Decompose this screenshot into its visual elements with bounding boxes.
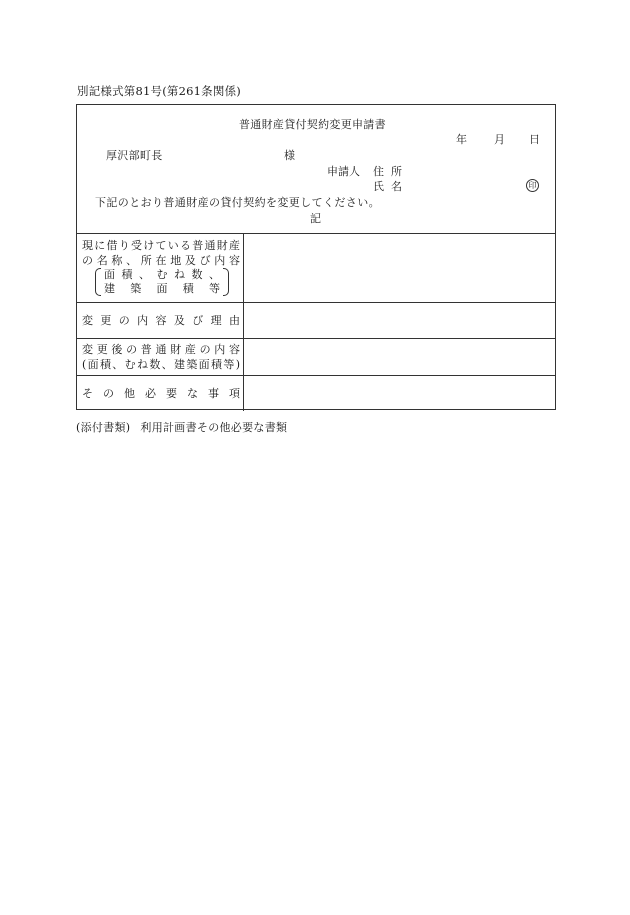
label-line: 変更の内容及び理由 <box>82 313 240 327</box>
after-change-value[interactable] <box>243 338 555 375</box>
date-day: 日 <box>529 133 540 146</box>
name-label: 氏名 <box>373 180 409 193</box>
address-label: 住所 <box>373 165 409 178</box>
label-line: 変更後の普通財産の内容 <box>82 342 240 356</box>
label-line: その他必要な事項 <box>82 386 240 400</box>
label-line: の名称、所在地及び内容 <box>82 253 240 267</box>
table-row <box>77 302 555 338</box>
after-change-label <box>77 338 243 375</box>
attachments-text: 利用計画書その他必要な書類 <box>140 421 288 434</box>
label-line: (面積、むね数、建築面積等) <box>82 357 240 371</box>
right-bracket <box>223 268 229 296</box>
paren-line: 面積、むね数、 <box>104 267 220 281</box>
form-number: 別記様式第81号(第261条関係) <box>77 84 241 98</box>
attachments-note <box>76 419 287 435</box>
attachments-label: (添付書類) <box>76 421 131 434</box>
other-matters-label <box>77 375 243 411</box>
details-table <box>77 234 555 411</box>
seal-mark: 印 <box>526 179 539 192</box>
addressee: 厚沢部町長 <box>106 149 163 162</box>
parenthetical-note <box>101 268 223 298</box>
form-header <box>77 105 555 234</box>
date-year: 年 <box>456 133 467 146</box>
request-statement: 下記のとおり普通財産の貸付契約を変更してください。 <box>95 196 380 209</box>
other-matters-value[interactable] <box>243 375 555 411</box>
table-row <box>77 375 555 411</box>
change-details-value[interactable] <box>243 302 555 338</box>
date-month: 月 <box>494 133 505 146</box>
change-details-label <box>77 302 243 338</box>
application-form <box>76 104 556 410</box>
current-property-value[interactable] <box>243 234 555 302</box>
table-row <box>77 234 555 302</box>
left-bracket <box>95 268 101 296</box>
table-row <box>77 338 555 375</box>
ki-heading: 記 <box>310 212 321 225</box>
current-property-label <box>77 234 243 302</box>
form-title: 普通財産貸付契約変更申請書 <box>239 118 386 131</box>
addressee-honorific: 様 <box>284 149 295 162</box>
label-line: 現に借り受けている普通財産 <box>82 238 240 252</box>
applicant-label: 申請人 <box>327 165 360 178</box>
paren-line: 建築面積等 <box>104 281 220 295</box>
